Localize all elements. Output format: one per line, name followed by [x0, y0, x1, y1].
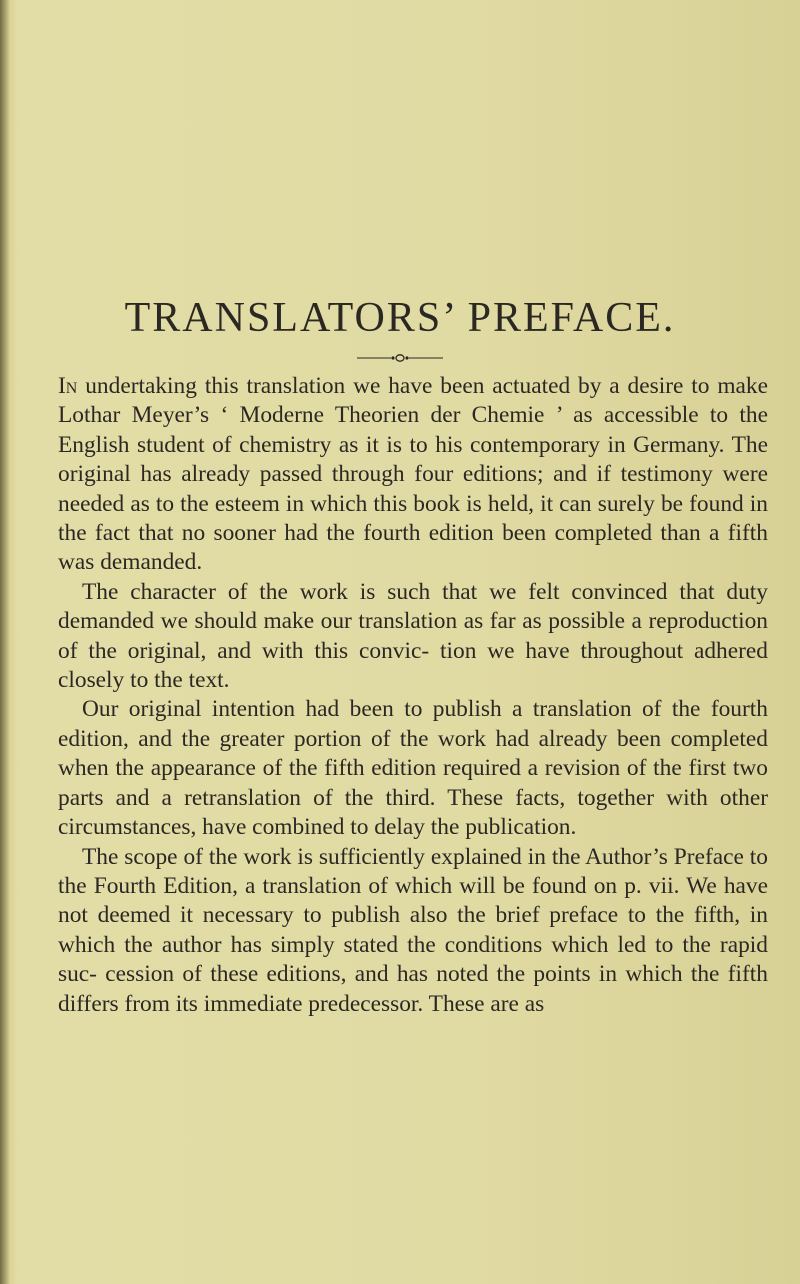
preface-body [58, 372, 768, 1019]
page-spine-shadow [0, 0, 10, 1284]
paragraph-1 [58, 372, 768, 578]
divider-ornament-icon [355, 352, 445, 364]
paragraph-4: The scope of the work is sufficiently explained in the Author’s Preface to the Fourth Edition, a translation of which will be found on p. vii. We have not deemed it necessary to publish also the brief preface to the fifth, in which the author has simply stated the conditions which led to the rapid suc- cession of these editions, and has noted the points in which the fifth differs from its immediate predecessor. These are as [58, 843, 768, 1017]
paragraph-3: Our original intention had been to publish a translation of the fourth edition, and the greater portion of the work had already been completed when the appearance of the fifth edition required a revision of the first two parts and a retranslation of the third. These facts, together with other circumstances, have combined to delay the publication. [58, 696, 768, 841]
page-title: TRANSLATORS’ PREFACE. [124, 295, 676, 341]
paragraph-lead-word: In [58, 373, 78, 399]
paragraph-2: The character of the work is such that we felt convinced that duty demanded we should make our translation as far as possible a reproduction of the original, and with this convic- tion we have throughout adhered closely to the text. [58, 578, 768, 694]
paragraph-1-text: undertaking this translation we have been actuated by a desire to make Lothar Meyer’s ‘ Moderne Theorien der Chemie ’ as accessible to the English student of chemistry as it is to his contemporary in Germany. The original has already passed through four editions; and if testimony were needed as to the esteem in which this book is held, it can surely be found in the fact that no sooner had the fourth edition been completed than a fifth was demanded. [58, 373, 768, 576]
